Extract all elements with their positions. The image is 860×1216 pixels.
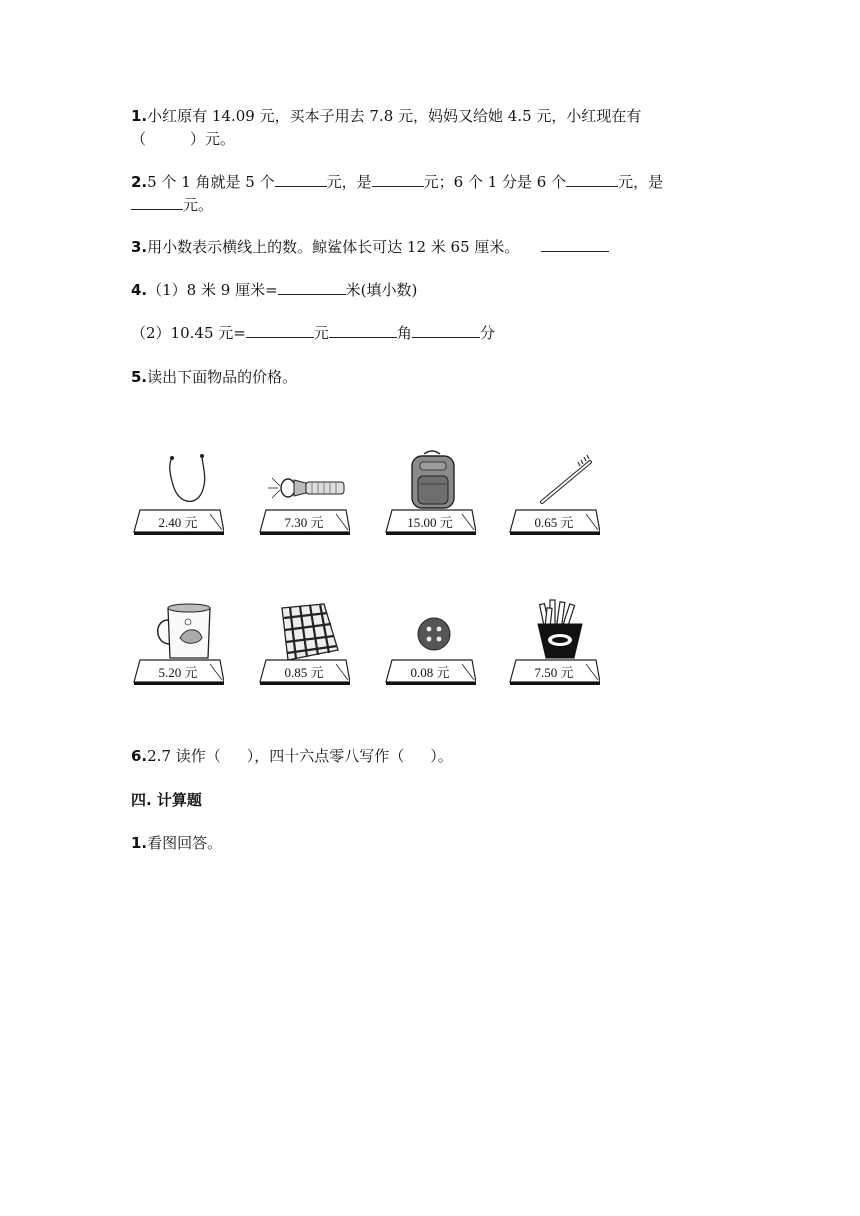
price-label: 7.50 元 [534,665,574,680]
question-6 [131,745,453,767]
question-number: 4. [131,281,148,299]
question-text: 元；6 个 1 分是 6 个 [423,173,567,191]
paren-close: ）元。 [190,130,236,148]
question-number: 2. [131,173,148,191]
question-number: 1. [131,107,148,125]
item-necklace [132,448,224,544]
item-mug [132,598,224,694]
question-number: 1. [131,834,148,852]
question-1-answer [131,128,235,150]
question-text: （1）8 米 9 厘米= [147,281,278,299]
question-text: 元，是 [326,173,372,191]
question-2 [131,171,663,193]
question-text: 用小数表示横线上的数。鲸鲨体长可达 12 米 65 厘米。 [147,238,520,256]
answer-blank[interactable] [329,323,397,338]
question-text: 读出下面物品的价格。 [147,368,298,386]
price-label: 2.40 元 [158,515,198,530]
answer-blank[interactable] [246,323,314,338]
item-toothbrush [508,448,600,544]
question-text: 米(填小数) [345,281,418,299]
question-text: ）。 [430,747,453,765]
price-label: 0.65 元 [534,515,574,530]
question-4-part-2 [131,322,495,344]
section-heading: 四. 计算题 [131,791,202,809]
paren-open: （ [131,130,147,148]
question-text: 角 [396,324,412,342]
question-3 [131,236,609,258]
question-text: 5 个 1 角就是 5 个 [147,173,275,191]
question-number: 3. [131,238,148,256]
question-5 [131,366,297,388]
item-backpack [384,448,476,544]
question-text: 分 [479,324,495,342]
price-label: 15.00 元 [407,515,453,530]
question-text: 元 [313,324,329,342]
answer-blank[interactable] [541,237,609,252]
question-text: 元。 [183,196,214,214]
price-label: 0.85 元 [284,665,324,680]
answer-blank[interactable] [372,172,424,187]
question-2-cont [131,194,213,216]
question-text: 看图回答。 [147,834,223,852]
price-label: 7.30 元 [284,515,324,530]
question-text: 元，是 [618,173,664,191]
answer-blank[interactable] [131,195,183,210]
price-label: 0.08 元 [410,665,450,680]
question-text: （2）10.45 元= [131,324,246,342]
question-1 [131,105,641,127]
item-handkerchief [258,598,350,694]
item-fries [508,598,600,694]
price-label: 5.20 元 [158,665,198,680]
item-flashlight [258,448,350,544]
question-4-part-1 [131,279,417,301]
item-button [384,598,476,694]
answer-blank[interactable] [566,172,618,187]
question-text: ），四十六点零八写作（ [246,747,405,765]
answer-blank[interactable] [412,323,480,338]
question-text: 2.7 读作（ [147,747,221,765]
question-text: 小红原有 14.09 元，买本子用去 7.8 元，妈妈又给她 4.5 元，小红现在有 [147,107,642,125]
answer-blank[interactable] [278,280,346,295]
question-number: 5. [131,368,148,386]
question-number: 6. [131,747,148,765]
section-4-question-1 [131,832,222,854]
answer-blank[interactable] [275,172,327,187]
